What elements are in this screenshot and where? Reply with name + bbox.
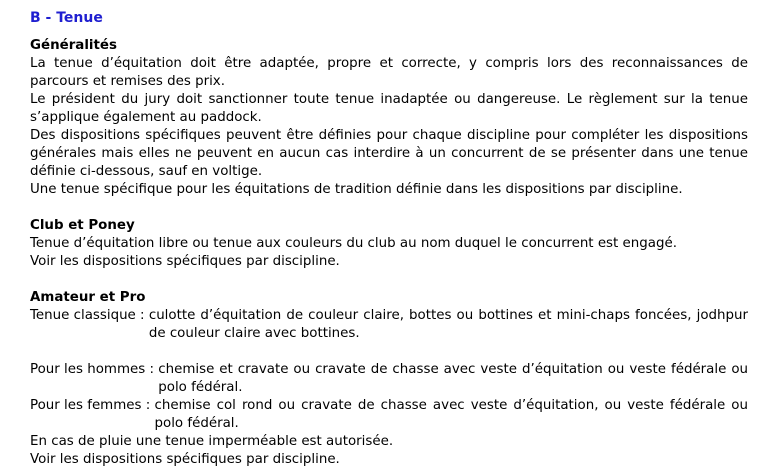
generalites-heading: Généralités [30,38,117,53]
spacer [30,343,748,361]
femmes-item [30,397,748,433]
generalites-section [30,37,748,199]
pluie-paragraph: En cas de pluie une tenue imperméable est autorisée. [30,434,394,449]
tenue-classique-text: culotte d’équitation de couleur claire, bottes ou bottines et mini-chaps foncées, jodhpur de couleur claire avec bottines. [148,308,748,341]
tenue-classique-item [30,307,748,343]
spacer [30,271,748,289]
section-title: B - Tenue [30,10,103,26]
hommes-text: chemise et cravate ou cravate de chasse avec veste d’équitation ou veste fédérale ou polo fédéral. [158,362,748,395]
club-poney-paragraph-1: Tenue d’équitation libre ou tenue aux couleurs du club au nom duquel le concurrent est engagé. [30,236,677,251]
club-poney-section [30,217,748,271]
club-poney-paragraph-2: Voir les dispositions spécifiques par discipline. [30,254,340,269]
femmes-text: chemise col rond ou cravate de chasse avec veste d’équitation, ou veste fédérale ou polo fédéral. [154,398,748,431]
tenue-classique-label: Tenue classique : [30,308,149,323]
amateur-pro-heading: Amateur et Pro [30,290,146,305]
generalites-paragraph-2: Le président du jury doit sanctionner toute tenue inadaptée ou dangereuse. Le règlement sur la tenue s’applique également au paddock. [30,92,748,125]
generalites-paragraph-3: Des dispositions spécifiques peuvent être définies pour chaque discipline pour compléter les dispositions générales mais elles ne peuvent en aucun cas interdire à un concurrent de se présenter dans une tenue définie ci-dessous, sauf en voltige. [30,128,748,179]
femmes-label: Pour les femmes : [30,398,155,413]
generalites-paragraph-1: La tenue d’équitation doit être adaptée, propre et correcte, y compris lors des reconnaissances de parcours et remises des prix. [30,56,748,89]
amateur-pro-section [30,289,748,469]
spacer [30,199,748,217]
hommes-label: Pour les hommes : [30,362,159,377]
hommes-item [30,361,748,397]
voir-dispositions-paragraph: Voir les dispositions spécifiques par discipline. [30,452,340,467]
generalites-paragraph-4: Une tenue spécifique pour les équitations de tradition définie dans les dispositions par discipline. [30,182,683,197]
club-poney-heading: Club et Poney [30,218,135,233]
document-page [30,8,748,469]
